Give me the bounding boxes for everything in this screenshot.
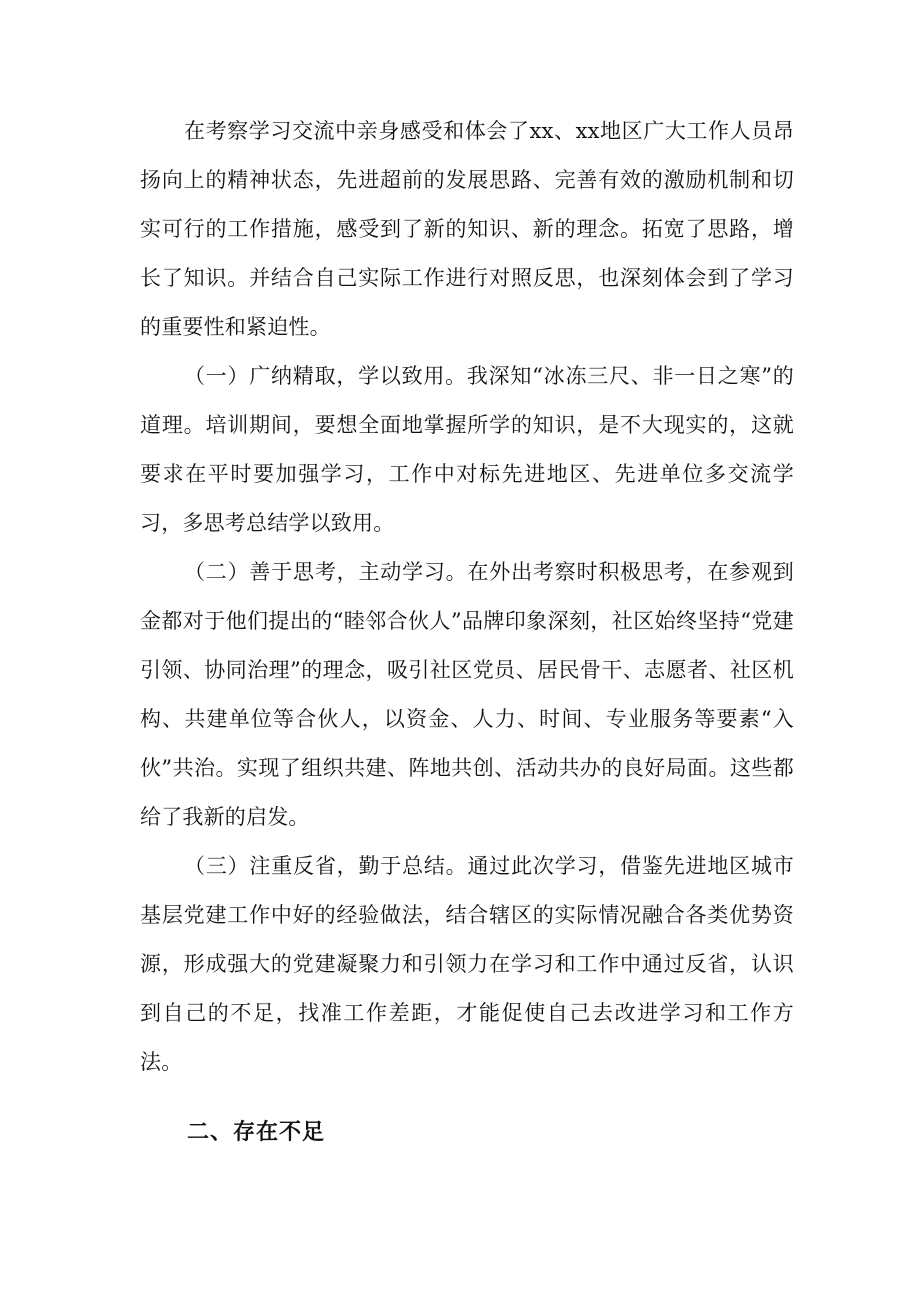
paragraph-point-three: （三）注重反省，勤于总结。通过此次学习，借鉴先进地区城市基层党建工作中好的经验做法，结合辖区的实际情况融合各类优势资源，形成强大的党建凝聚力和引领力在学习和工作中通过反省，认识到自己的不足，找准工作差距，才能促使自己去改进学习和工作方法。 <box>140 854 794 1074</box>
paragraph-point-two: （二）善于思考，主动学习。在外出考察时积极思考，在参观到金都对于他们提出的“睦邻合伙人”品牌印象深刻，社区始终坚持“党建引领、协同治理”的理念，吸引社区党员、居民骨干、志愿者、社区机构、共建单位等合伙人，以资金、人力、时间、专业服务等要素“入伙”共治。实现了组织共建、阵地共创、活动共办的良好局面。这些都给了我新的启发。 <box>140 560 794 829</box>
paragraph-point-one: （一）广纳精取，学以致用。我深知“冰冻三尺、非一日之寒”的道理。培训期间，要想全面地掌握所学的知识，是不大现实的，这就要求在平时要加强学习，工作中对标先进地区、先进单位多交流学习，多思考总结学以致用。 <box>140 364 794 535</box>
paragraph-experience-summary: 在考察学习交流中亲身感受和体会了xx、xx地区广大工作人员昂扬向上的精神状态，先进超前的发展思路、完善有效的激励机制和切实可行的工作措施，感受到了新的知识、新的理念。拓宽了思路，增长了知识。并结合自己实际工作进行对照反思，也深刻体会到了学习的重要性和紧迫性。 <box>140 119 794 339</box>
section-heading: 二、存在不足 <box>187 1119 326 1145</box>
